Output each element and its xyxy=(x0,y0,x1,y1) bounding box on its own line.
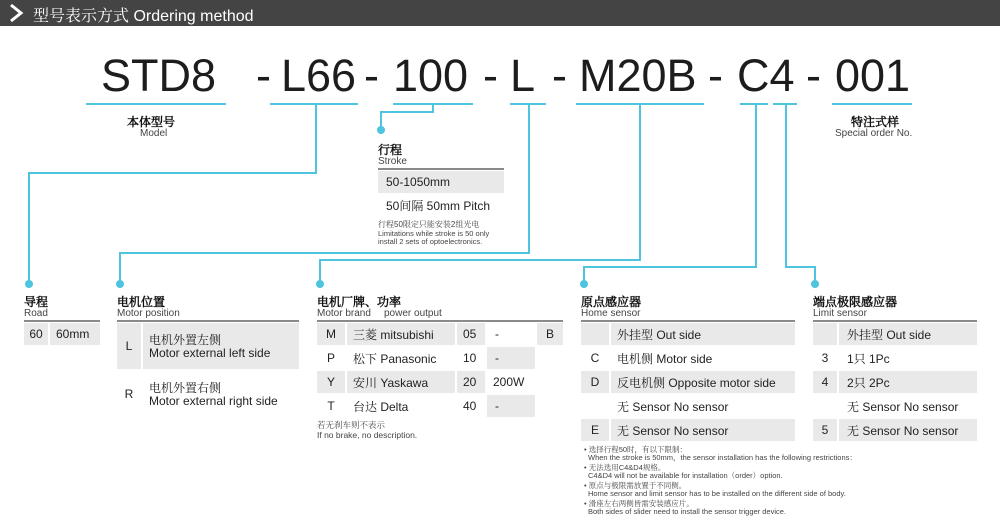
code-dash: - xyxy=(364,50,379,101)
special-label-en: Special order No. xyxy=(835,128,913,139)
code-brand: M20B xyxy=(579,50,697,101)
brand-num: 20 xyxy=(457,371,485,393)
position-desc xyxy=(143,371,299,417)
code-dash: - xyxy=(708,50,723,101)
underline-model xyxy=(86,103,226,105)
limit-desc: 2只 2Pc xyxy=(839,371,977,393)
underline-home xyxy=(740,103,768,105)
brand-name: 松下 Panasonic xyxy=(353,351,437,366)
home-desc: 电机侧 Motor side xyxy=(617,351,713,366)
position-desc-en: Motor external left side xyxy=(149,346,271,360)
limit-desc: 无 Sensor No sensor xyxy=(839,419,977,441)
brand-code: P xyxy=(326,351,335,365)
home-note: Home sensor and limit sensor has to be installed on the different side of body. xyxy=(588,489,846,498)
brand-num: 05 xyxy=(457,323,485,345)
code-road: L66 xyxy=(281,50,357,101)
road-code: 60 xyxy=(24,323,48,345)
brand-name: 安川 Yaskawa xyxy=(347,371,455,393)
home-code: C xyxy=(590,351,600,365)
brand-power: - xyxy=(487,395,535,417)
home-topline xyxy=(581,320,795,322)
position-topline xyxy=(117,320,299,322)
limit-desc: 无 Sensor No sensor xyxy=(847,399,959,414)
position-label-cn: 电机位置 xyxy=(117,295,166,309)
underline-stroke xyxy=(393,103,473,105)
position-desc-cn: 电机外置右侧 xyxy=(149,381,222,395)
limit-code: 4 xyxy=(813,371,837,393)
brand-code: T xyxy=(327,399,335,413)
code-model: STD8 xyxy=(101,50,217,101)
home-code xyxy=(581,395,609,417)
code-dash: - xyxy=(806,50,821,101)
position-desc-cn: 电机外置左侧 xyxy=(149,333,222,347)
limit-code: 5 xyxy=(813,419,837,441)
brand-brake: B xyxy=(537,323,563,345)
special-label-cn: 特注式样 xyxy=(851,115,900,129)
underline-brand xyxy=(576,103,704,105)
brand-code: M xyxy=(317,323,345,345)
brand-code: Y xyxy=(317,371,345,393)
brand-topline xyxy=(317,320,563,322)
road-label-en: Road xyxy=(24,308,48,319)
home-label-en: Home sensor xyxy=(581,308,641,319)
stroke-label-cn: 行程 xyxy=(378,143,403,157)
underline-special xyxy=(832,103,912,105)
limit-label-en: Limit sensor xyxy=(813,308,867,319)
limit-desc: 1只 1Pc xyxy=(847,351,890,366)
brand-name: 台达 Delta xyxy=(353,399,409,414)
home-note: • 选择行程50时，有以下限制： xyxy=(584,445,688,454)
code-position: L xyxy=(510,50,536,101)
code-dash: - xyxy=(552,50,567,101)
code-dash: - xyxy=(483,50,498,101)
home-desc: 外挂型 Out side xyxy=(611,323,795,345)
position-code: R xyxy=(124,387,134,401)
limit-label-cn: 端点极限感应器 xyxy=(813,295,898,309)
code-dash: - xyxy=(256,50,271,101)
brand-label-cn: 电机厂牌、功率 xyxy=(317,295,402,309)
home-note: Both sides of slider need to install the sensor trigger device. xyxy=(588,507,787,516)
brand-num: 10 xyxy=(463,351,477,365)
brand-label-en: power output xyxy=(384,308,442,319)
home-desc: 无 Sensor No sensor xyxy=(617,399,729,414)
stroke-note-cn: 行程50限定只能安装2组光电 xyxy=(378,220,480,229)
road-label-cn: 导程 xyxy=(24,295,49,309)
limit-code xyxy=(813,395,837,417)
brand-label-en: Motor brand xyxy=(317,308,371,319)
stroke-label-en: Stroke xyxy=(378,156,407,167)
limit-code xyxy=(813,323,837,345)
brand-num: 40 xyxy=(463,399,477,413)
underline-limit xyxy=(773,103,797,105)
home-note: • 滑座左右两侧皆需安装感应片。 xyxy=(584,499,694,508)
position-desc-en: Motor external right side xyxy=(149,394,278,408)
stroke-note-en: install 2 sets of optoelectronics. xyxy=(378,237,483,246)
stroke-topline xyxy=(378,168,504,170)
stroke-row: 50间隔 50mm Pitch xyxy=(386,198,491,213)
road-value: 60mm xyxy=(50,323,100,345)
home-note: • 原点与极限需放置于不同侧。 xyxy=(584,481,687,490)
model-label-cn: 本体型号 xyxy=(127,115,176,129)
brand-power: - xyxy=(495,327,499,341)
brand-note-en: If no brake, no description. xyxy=(317,430,418,440)
stroke-note-en: Limitations while stroke is 50 only xyxy=(378,229,490,238)
brand-power: 200W xyxy=(493,375,525,389)
limit-code: 3 xyxy=(821,351,829,365)
brand-note-cn: 若无刹车则不表示 xyxy=(317,420,386,430)
model-label-en: Model xyxy=(140,128,168,139)
code-stroke: 100 xyxy=(393,50,469,101)
stroke-row: 50-1050mm xyxy=(378,171,504,193)
code-sensor: C4 xyxy=(737,50,795,101)
road-topline xyxy=(24,320,100,322)
home-code: E xyxy=(581,419,609,441)
code-special: 001 xyxy=(835,50,911,101)
position-desc xyxy=(143,323,299,369)
position-label-en: Motor position xyxy=(117,308,180,319)
home-code xyxy=(581,323,609,345)
brand-name: 三菱 mitsubishi xyxy=(347,323,455,345)
home-desc: 无 Sensor No sensor xyxy=(611,419,795,441)
home-code: D xyxy=(581,371,609,393)
home-note: When the stroke is 50mm，the sensor installation has the following restrictions： xyxy=(588,453,857,462)
position-code: L xyxy=(117,323,141,369)
underline-position xyxy=(510,103,546,105)
home-desc: 反电机侧 Opposite motor side xyxy=(611,371,795,393)
home-note: C4&D4 will not be available for installation（order）option. xyxy=(588,471,783,480)
page-title: 型号表示方式 Ordering method xyxy=(33,8,254,25)
home-note: • 无法选用C4&D4规格。 xyxy=(584,463,666,472)
limit-topline xyxy=(813,320,977,322)
home-label-cn: 原点感应器 xyxy=(581,295,642,309)
underline-road xyxy=(270,103,358,105)
limit-desc: 外挂型 Out side xyxy=(839,323,977,345)
brand-power: - xyxy=(487,347,535,369)
